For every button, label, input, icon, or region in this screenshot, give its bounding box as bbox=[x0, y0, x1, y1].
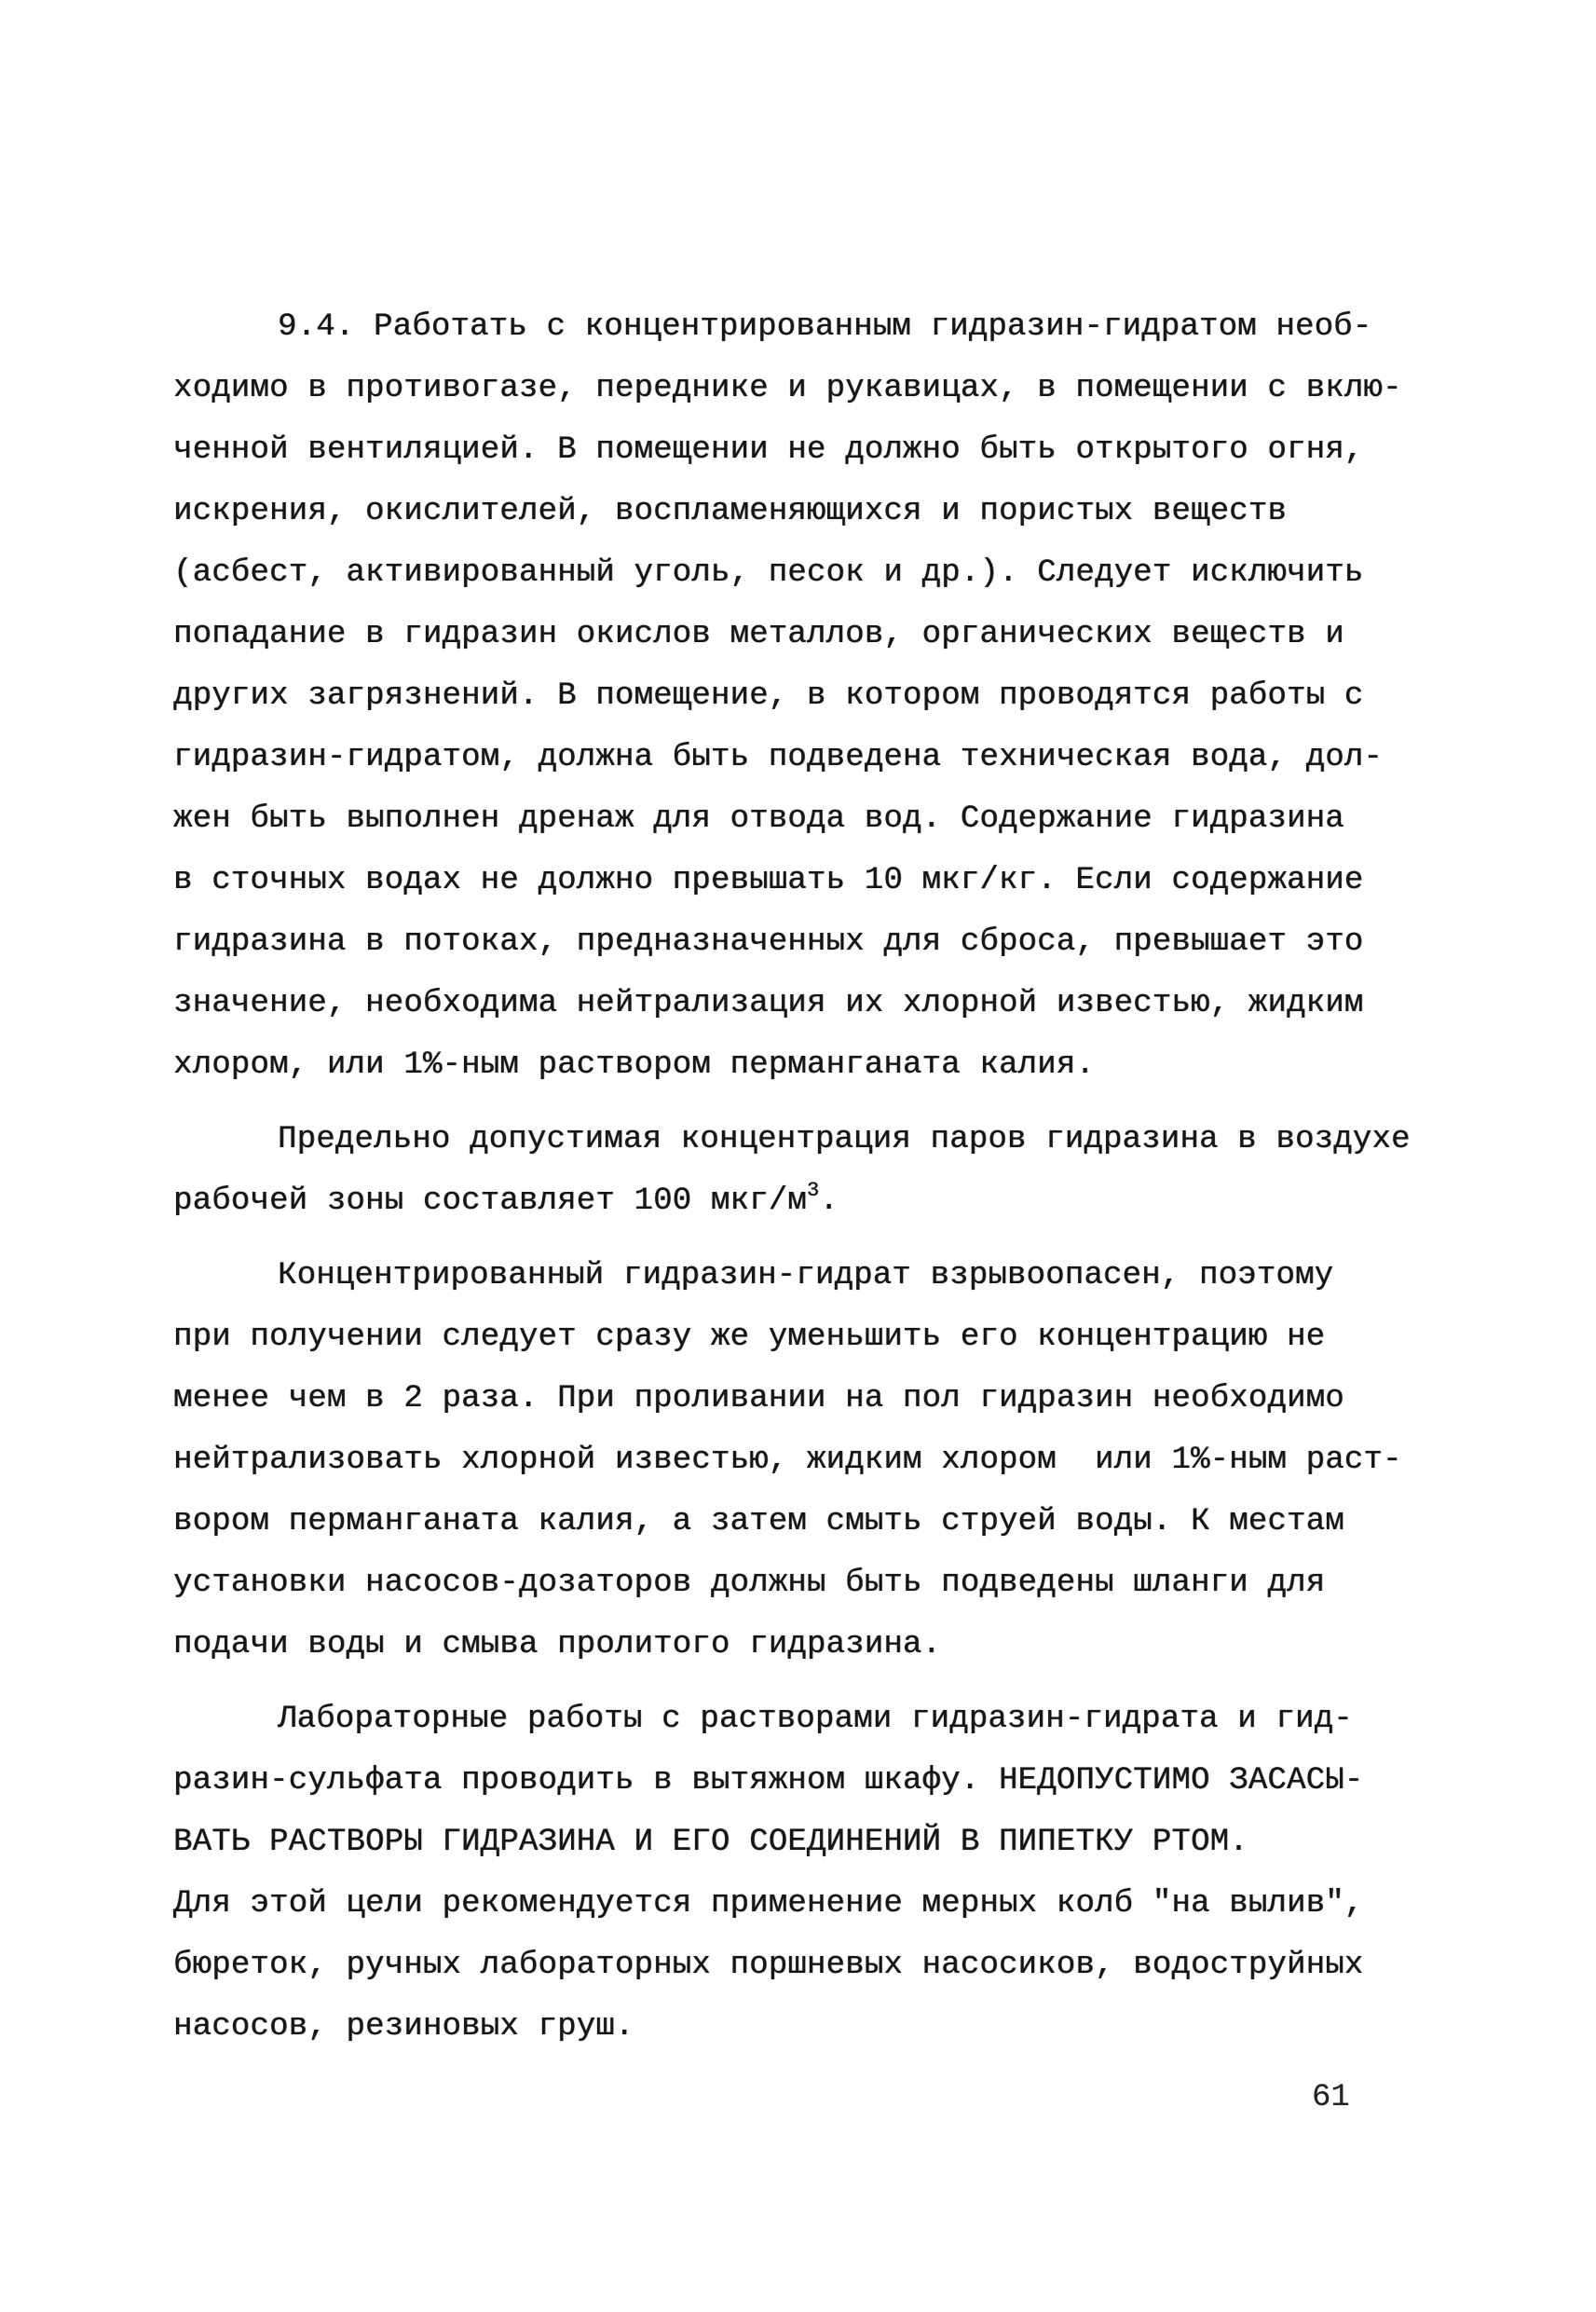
text-line: попадание в гидразин окислов металлов, органических веществ и bbox=[173, 617, 1344, 652]
paragraph-spacer bbox=[173, 1096, 1422, 1109]
text-line: Концентрированный гидразин-гидрат взрывоопасен, поэтому bbox=[278, 1258, 1334, 1293]
text-line: жен быть выполнен дренаж для отвода вод. Содержание гидразина bbox=[173, 801, 1344, 837]
text-line: гидразин-гидратом, должна быть подведена техническая вода, дол- bbox=[173, 740, 1384, 775]
paragraph-spacer bbox=[173, 1232, 1422, 1245]
text-line: Предельно допустимая концентрация паров гидразина в воздухе bbox=[278, 1122, 1411, 1157]
text-line: установки насосов-дозаторов должны быть подведены шланги для bbox=[173, 1566, 1326, 1601]
text-line: разин-сульфата проводить в вытяжном шкафу. НЕДОПУСТИМО ЗАСАСЫ- bbox=[173, 1763, 1364, 1799]
text-line bbox=[173, 1170, 1422, 1232]
paragraph-explosive bbox=[173, 1245, 1422, 1676]
text-line: подачи воды и смыва пролитого гидразина. bbox=[173, 1627, 942, 1662]
text-line: Лабораторные работы с растворами гидразин-гидрата и гид- bbox=[278, 1702, 1353, 1737]
text-line: искрения, окислителей, воспламеняющихся и пористых веществ bbox=[173, 494, 1287, 529]
paragraph-max-concentration bbox=[173, 1109, 1422, 1232]
paragraph-9-4 bbox=[173, 296, 1422, 1096]
text-fragment: рабочей зоны составляет 100 мкг/м bbox=[173, 1183, 807, 1219]
text-line: (асбест, активированный уголь, песок и др.). Следует исключить bbox=[173, 555, 1364, 591]
text-line: 9.4. Работать с концентрированным гидразин-гидратом необ- bbox=[278, 309, 1372, 345]
text-line: значение, необходима нейтрализация их хлорной известью, жидким bbox=[173, 986, 1364, 1021]
page-number: 61 bbox=[1312, 2080, 1350, 2115]
text-line: при получении следует сразу же уменьшить его концентрацию не bbox=[173, 1320, 1326, 1355]
text-line: Для этой цели рекомендуется применение мерных колб "на вылив", bbox=[173, 1886, 1364, 1922]
text-fragment: . bbox=[819, 1183, 839, 1219]
text-line: хлором, или 1%-ным раствором перманганата калия. bbox=[173, 1047, 1095, 1083]
text-line: бюреток, ручных лабораторных поршневых насосиков, водоструйных bbox=[173, 1948, 1364, 1983]
text-line: других загрязнений. В помещение, в котором проводятся работы с bbox=[173, 678, 1364, 714]
text-line: вором перманганата калия, а затем смыть струей воды. К местам bbox=[173, 1504, 1344, 1539]
text-line: ВАТЬ РАСТВОРЫ ГИДРАЗИНА И ЕГО СОЕДИНЕНИЙ В ПИПЕТКУ РТОМ. bbox=[173, 1825, 1248, 1860]
text-line: в сточных водах не должно превышать 10 мкг/кг. Если содержание bbox=[173, 863, 1364, 898]
text-line: ходимо в противогазе, переднике и рукавицах, в помещении с вклю- bbox=[173, 371, 1402, 406]
superscript: 3 bbox=[806, 1179, 820, 1202]
paragraph-spacer bbox=[173, 1676, 1422, 1689]
text-line: насосов, резиновых груш. bbox=[173, 2009, 634, 2045]
body-text bbox=[173, 296, 1422, 2058]
text-line: менее чем в 2 раза. При проливании на пол гидразин необходимо bbox=[173, 1381, 1344, 1416]
text-line: гидразина в потоках, предназначенных для сброса, превышает это bbox=[173, 924, 1364, 960]
paragraph-laboratory bbox=[173, 1689, 1422, 2058]
text-line: нейтрализовать хлорной известью, жидким хлором или 1%-ным раст- bbox=[173, 1443, 1402, 1478]
text-line: ченной вентиляцией. В помещении не должно быть открытого огня, bbox=[173, 432, 1364, 468]
